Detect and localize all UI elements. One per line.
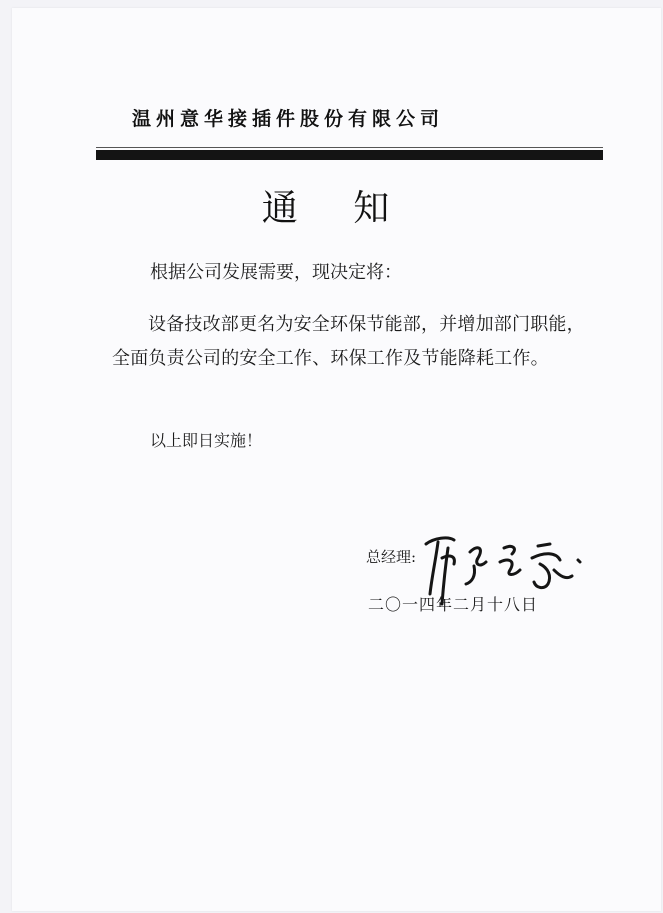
notice-body: 设备技改部更名为安全环保节能部，并增加部门职能，全面负责公司的安全工作、环保工作及节能降耗工作。 [112, 314, 585, 369]
letterhead-thin-rule [96, 147, 603, 148]
letterhead-rule [96, 150, 603, 160]
notice-date: 二〇一四年二月十八日 [368, 595, 539, 614]
notice-intro: 根据公司发展需要，现决定将： [150, 262, 402, 283]
general-manager-label: 总经理: [366, 548, 417, 566]
paper-sheet [12, 8, 661, 911]
company-letterhead: 温州意华接插件股份有限公司 [132, 108, 445, 130]
notice-closing: 以上即日实施！ [150, 431, 263, 450]
notice-title: 通 知 [261, 188, 412, 229]
